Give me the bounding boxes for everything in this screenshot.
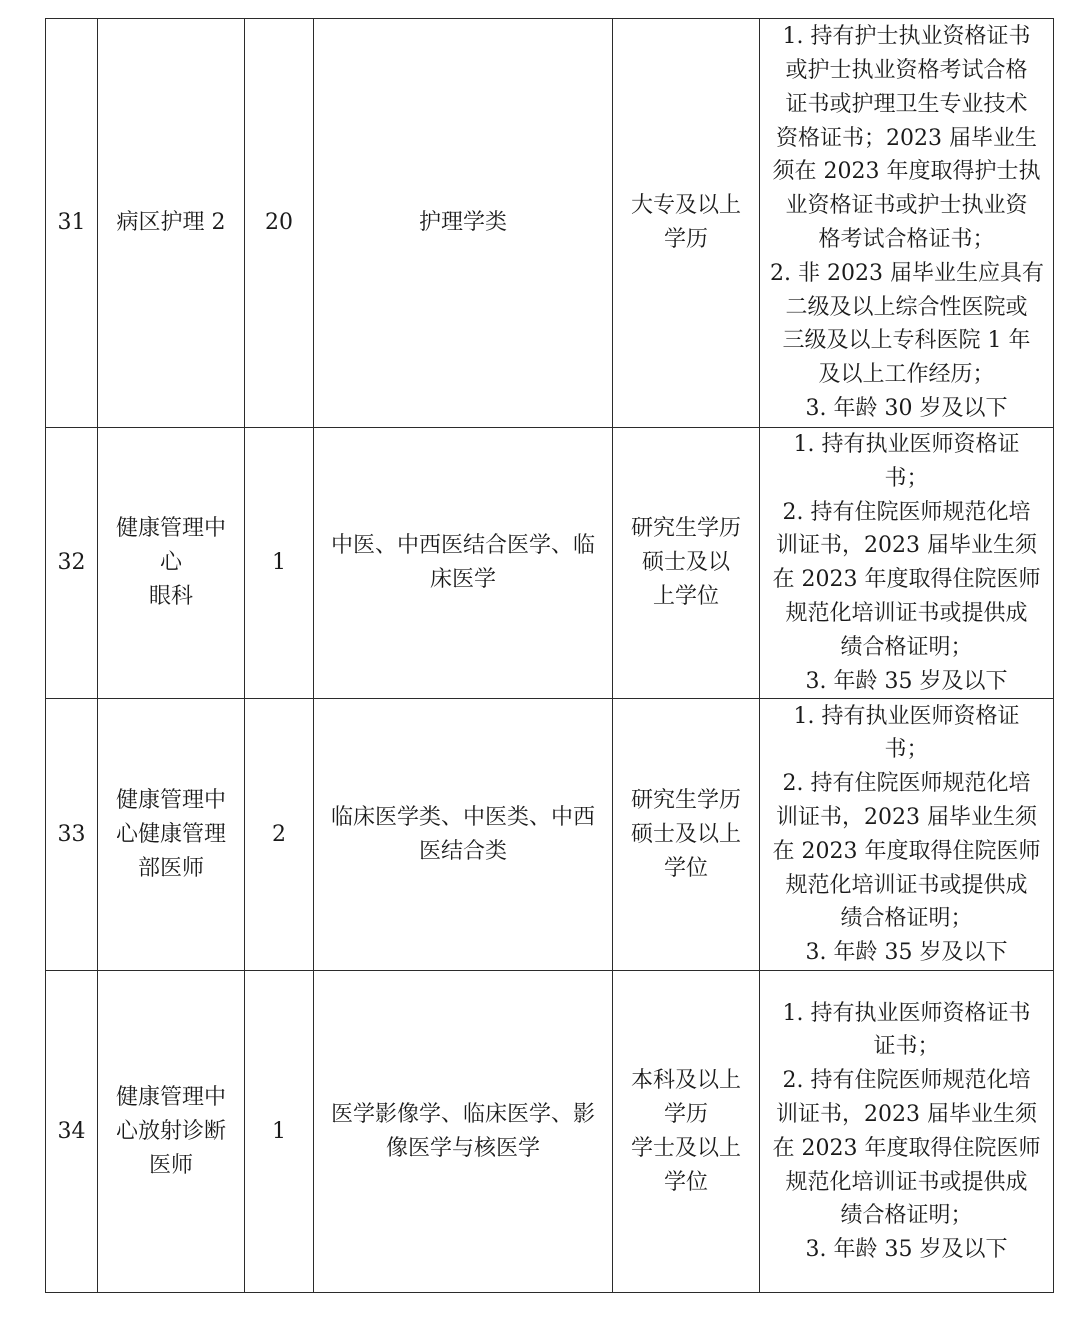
table-row	[46, 971, 1054, 1293]
major-requirement: 医学影像学、临床医学、影像医学与核医学	[314, 971, 613, 1293]
other-requirements: 1. 持有执业医师资格证书 证书； 2. 持有住院医师规范化培 训证书，2023 届毕业生须 在 2023 年度取得住院医师 规范化培训证书或提供成 绩合格证明； 3. 年龄 35 岁及以下	[760, 971, 1054, 1293]
major-requirement: 护理学类	[314, 19, 613, 428]
education-requirement: 研究生学历 硕士及以上 学位	[613, 699, 760, 971]
row-number: 34	[46, 971, 98, 1293]
table-row	[46, 19, 1054, 428]
row-number: 33	[46, 699, 98, 971]
hire-count: 1	[245, 428, 314, 699]
other-requirements: 1. 持有执业医师资格证 书； 2. 持有住院医师规范化培 训证书，2023 届毕业生须 在 2023 年度取得住院医师 规范化培训证书或提供成 绩合格证明； 3. 年龄 35 岁及以下	[760, 428, 1054, 699]
position-name: 健康管理中 心放射诊断 医师	[98, 971, 245, 1293]
table-row	[46, 428, 1054, 699]
position-name: 病区护理 2	[98, 19, 245, 428]
position-name: 健康管理中 心 眼科	[98, 428, 245, 699]
table-row	[46, 699, 1054, 971]
education-requirement: 大专及以上学历	[613, 19, 760, 428]
major-requirement: 中医、中西医结合医学、临床医学	[314, 428, 613, 699]
hire-count: 20	[245, 19, 314, 428]
other-requirements: 1. 持有执业医师资格证 书； 2. 持有住院医师规范化培 训证书，2023 届毕业生须 在 2023 年度取得住院医师 规范化培训证书或提供成 绩合格证明； 3. 年龄 35 岁及以下	[760, 699, 1054, 971]
recruitment-table	[45, 18, 1054, 1293]
education-requirement: 本科及以上 学历 学士及以上 学位	[613, 971, 760, 1293]
hire-count: 1	[245, 971, 314, 1293]
hire-count: 2	[245, 699, 314, 971]
other-requirements: 1. 持有护士执业资格证书 或护士执业资格考试合格 证书或护理卫生专业技术 资格证书；2023 届毕业生 须在 2023 年度取得护士执 业资格证书或护士执业资 格考试合格证书； 2. 非 2023 届毕业生应具有 二级及以上综合性医院或 三级及以上专科医院 1 年 及以上工作经历； 3. 年龄 30 岁及以下	[760, 19, 1054, 428]
position-name: 健康管理中 心健康管理 部医师	[98, 699, 245, 971]
education-requirement: 研究生学历 硕士及以 上学位	[613, 428, 760, 699]
row-number: 31	[46, 19, 98, 428]
major-requirement: 临床医学类、中医类、中西医结合类	[314, 699, 613, 971]
row-number: 32	[46, 428, 98, 699]
